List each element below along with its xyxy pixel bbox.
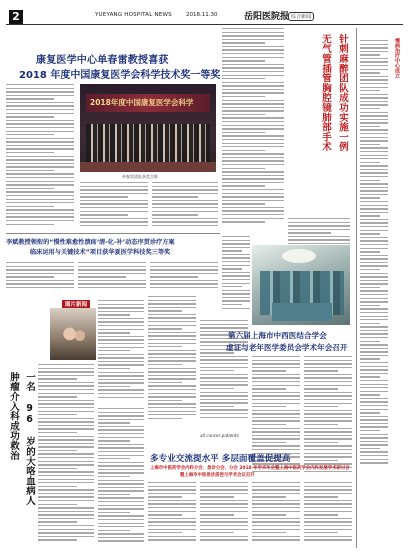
middle-body-col-3 xyxy=(150,262,218,292)
issue-title: YUEYANG HOSPITAL NEWS xyxy=(95,12,172,18)
middle-body-col-2 xyxy=(78,262,146,292)
bottom-body-col-2 xyxy=(200,482,248,548)
award-group-photo xyxy=(80,84,216,172)
sidebar-divider xyxy=(356,28,357,548)
bottom-subhead-2: 暨上海市中医急诊质控与学术会议召开 xyxy=(180,473,255,478)
top-headline-2: 2018 年度中国康复医学会科学技术奖一等奖 xyxy=(19,70,221,81)
column-label: 综合新闻 xyxy=(288,12,314,21)
header-rule xyxy=(6,24,403,25)
masthead: 岳阳医院报 xyxy=(244,12,290,22)
top-body-col-1 xyxy=(6,84,74,230)
tumor-headline-col-1: 一名 96 岁的大咯血病人 xyxy=(24,372,35,506)
photo-news-image xyxy=(50,308,96,360)
needle-headline-col-2: 无气管插管胸腔镜肺部手术 xyxy=(320,34,331,152)
middle-section-rule xyxy=(6,233,220,234)
bottom-body-col-4 xyxy=(304,482,352,548)
award-people-row xyxy=(86,124,210,164)
congress-headline-2: 虚证与老年医学委员会学术年会召开 xyxy=(226,343,348,352)
issue-date: 2018.11.30 xyxy=(186,12,218,18)
surgery-light xyxy=(282,249,316,263)
congress-body-col-2 xyxy=(304,356,352,480)
needle-headline-col-1: 针刺麻醉团队成功实施一例 xyxy=(337,34,348,152)
top-body-col-3 xyxy=(152,182,218,230)
surgery-drape xyxy=(272,303,332,321)
page-header xyxy=(0,10,410,30)
bottom-headline: 多专业交流提水平 多层面覆盖促提高 xyxy=(150,454,291,464)
photo-news-label: 图片新闻 xyxy=(62,300,90,308)
middle-headline-2: 临床运用与关键技术”项目获华夏医学科技奖三等奖 xyxy=(30,249,171,256)
photo-news-body xyxy=(98,300,144,404)
top-body-col-2 xyxy=(80,182,148,230)
tumor-body-col-1 xyxy=(38,364,94,548)
center-body-col-1 xyxy=(148,296,196,426)
photo-caption: 单春雷团队获奖合影 xyxy=(122,174,158,179)
congress-headline-1: 第六届上海市中西医结合学会 xyxy=(228,331,327,340)
sidebar-body xyxy=(360,40,388,544)
column-center-upper xyxy=(222,28,284,230)
bottom-subhead-1: 上海市中医药学会内科分会、急诊分会、分会 2018 年学术年会暨上海中医药学会内科发展学术研讨会 xyxy=(150,466,350,471)
center-body-mid xyxy=(222,236,250,316)
sidebar-heading: 慢病治疗中心成立 xyxy=(394,38,400,78)
page-number: 2 xyxy=(9,10,23,24)
top-headline-1: 康复医学中心单春雷教授喜获 xyxy=(36,55,169,66)
tumor-body-col-2 xyxy=(98,408,144,548)
bottom-body-col-1 xyxy=(148,482,196,548)
surgery-photo xyxy=(252,245,350,325)
award-stage-floor xyxy=(80,162,216,172)
photo-news-figures xyxy=(56,322,90,356)
award-banner-text: 2018年度中国康复医学会科学 xyxy=(90,98,194,107)
middle-headline-1: 李斌教授领衔的“慢性难愈性溃疡‘清-化-补’动态序贯诊疗方案 xyxy=(6,239,175,246)
tumor-headline-col-2: 肿瘤介入科成功救治 xyxy=(8,372,19,461)
bottom-body-col-3 xyxy=(252,482,300,548)
english-snippet: all cancer patients xyxy=(200,433,239,438)
middle-body-col-1 xyxy=(6,262,74,292)
